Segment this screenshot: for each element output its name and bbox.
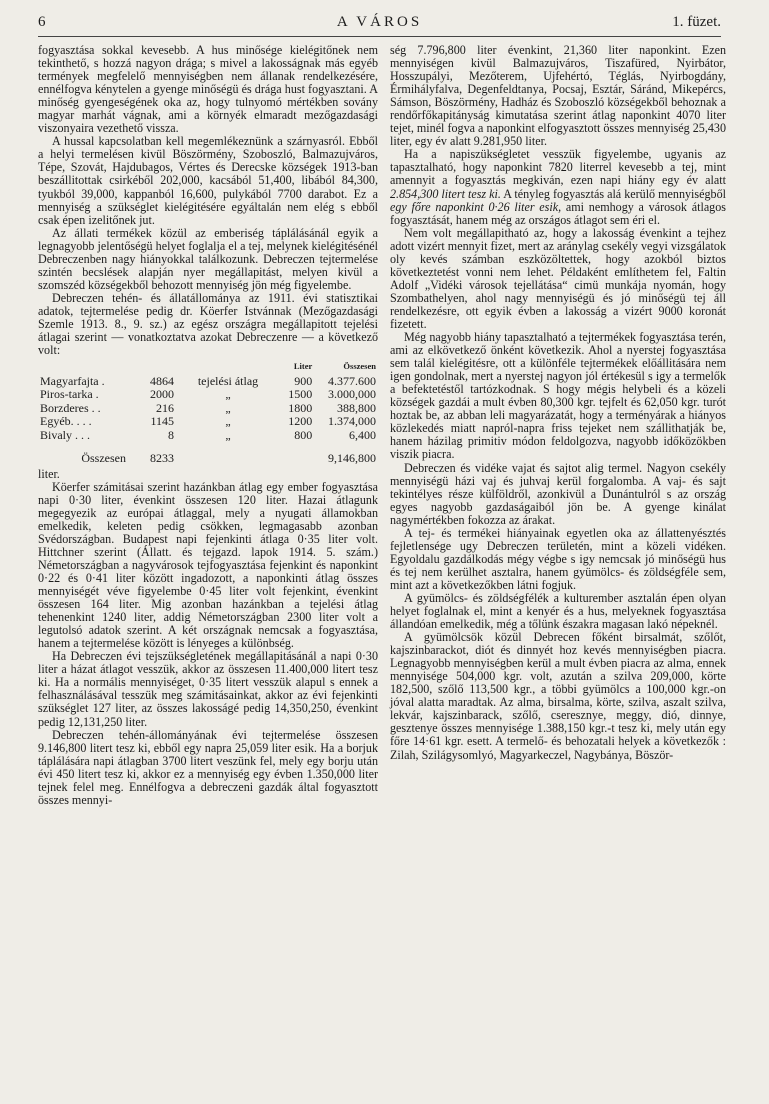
- right-column: [390, 44, 726, 762]
- column-header-liter: Liter: [293, 361, 313, 372]
- table-row: Egyéb. . . . 1145 „ 1200 1.374,000: [40, 414, 376, 429]
- paragraph: Ha a napiszükségletet vesszük figyelembe, ugyanis az tapasztalható, hogy naponkint 7820 literrel kevesebb a tej, mint amennyit a fogyasztás megkiván, ezen napi hiány egy év alatt 2.854,300 litert tesz ki. A tényleg fogyasztás alá kerülő mennyiségből egy főre naponkint 0·26 liter esik, ami nemhogy a városok átlagos fogyasztását, hanem még az országos átlagot sem éri el.: [390, 147, 726, 227]
- paragraph: Nem volt megállapitható az, hogy a lakosság évenkint a tejhez adott vizért mennyit fizet, mert az aránylag csekély vegyi vizsgálatok oly kevés számban eszközöltettek, hogy azokból biztos következtetést vonni nem lehet. Példaként említhetem fel, Faltin Adolf „Vidéki városok tejellátása“ cimü munkája nyomán, hogy Szombathelyen, ahol nagy mennyiségü és jó minőségü tej áll rendelkezésre, ott egyik évben a lakosság a vizért 9000 koronát fizetett.: [390, 225, 726, 331]
- paragraph: Köerfer számitásai szerint hazánkban átlag egy ember fogyasztása napi 0·30 liter, évenkint összesen 120 liter. Hazai átlagunk megegyezik az európai átlaggal, mely a nyugati államokban emelkedik, keleten pedig csökken, legmagasabb azonban Svédországban. Budapest napi fejenkinti átlaga 0·35 liter volt. Hittchner szerint (Állatt. és tejgazd. lapok 1914. 5. szám.) Németországban a nagyvárosok tejfogyasztása fejenkint és naponkint 0·22 és 0·41 liter között ingadozott, a naponkinti átlag összes mennyiségét véve figyelembe 0·45 liter volt fejenkint, évenkint összesen 164 liter. Mig azonban hazánkban a tejelési átlag tehenenkint 1240 liter, addig Németországban 2300 liter volt a legutolsó adatok szerint. A két országnak nemcsak a fogyasztása, hanem a tejtermelése között is lényeges a különbség.: [38, 479, 378, 651]
- paragraph: A hussal kapcsolatban kell megemlékeznünk a szárnyasról. Ebből a helyi termelésen kivül Böszörmény, Szoboszló, Balmazujváros, Tépe, Szovát, Hajdubagos, Vértes és Derecske községek 1913-ban beszállitottak csirkéből 202,000, kacsából 51,400, libából 84,300, tyukból 39,000, kappanból 16,600, pulykából 7700 darabot. Ez a mennyiség a szükséglet kielégitésére egyáltalán nem elég s ebből csak épen izelitőnek jut.: [38, 134, 378, 227]
- livestock-milk-table: [38, 360, 378, 466]
- table-row: Magyarfajta . 4864 tejelési átlag 900 4.377.600: [40, 373, 376, 388]
- table-row: Bivaly . . . 8 „ 800 6,400: [40, 427, 376, 442]
- emphasis: egy főre naponkint 0·26 liter esik,: [390, 199, 562, 214]
- paragraph: A gyümölcs- és zöldségfélék a kulturember asztalán épen olyan helyet foglalnak el, mint a kenyér és a hus, melyeknek fogyasztása állandóan emelkedik, még a tőlünk északra magasan lakó népeknél.: [390, 590, 726, 632]
- page-number: 6: [38, 14, 46, 30]
- table-total-row: Összesen 8233 9,146,800: [81, 451, 376, 466]
- paragraph: Még nagyobb hiány tapasztalható a tejtermékek fogyasztása terén, ami az elkövetkező önként következik. Ahol a nyerstej fogyasztása sem talál kielégitésre, ott a különféle tejtermékek előállitására nem igen gondolnak, mert a nyerstej nagyon jól értékesül s igy a termelők a befektetéstől tartózkodnak. S hogy mégis helybeli és a közeli községek gazdái a mult évben 80,300 kgr. tejfelt és 62,050 kgr. turót hoztak be, az abban leli magyarázatát, hogy a terményárak a hiányos közlekedés miatt napról-napra friss tejeket nem szállithatják be, hanem házilag primitiv módon feldolgozva, nagyobb időközökben viszik piacra.: [390, 330, 726, 462]
- paragraph: Ha Debreczen évi tejszükségletének megállapitásánál a napi 0·30 liter a házat átlagot vesszük, akkor az összesen 11.400,000 litert tesz ki. Ha a normális mennyiséget, 0·35 litert vesszük alapul s ennek a felhasználásával tesszük meg számitásainkat, akkor az évi fejenkinti szükséglet 127 liter, az összes lakosságé pedig 14,350,250, évenkint pedig 12,131,250 liter.: [38, 649, 378, 729]
- journal-title: A VÁROS: [336, 14, 423, 30]
- table-row: Borzderes . . 216 „ 1800 388,800: [40, 400, 376, 415]
- paragraph: Az állati termékek közül az emberiség táplálásánál egyik a legnagyobb jelentőségü helyet foglalja el a tej, melynek kielégitésénél Debreczenben nagy hiányokkal találkozunk. Debreczen tejtermelése szintén becslések alapján nyer megállapitást, melyen kivül a szomszéd községekből behozott mennyiség jön még figyelembe.: [38, 225, 378, 292]
- left-column: [38, 44, 378, 807]
- issue-label: 1. füzet.: [672, 14, 721, 30]
- table-header-row: [38, 360, 378, 375]
- paragraph: Debreczen tehén- és állatállománya az 1911. évi statisztikai adatok, tejtermelése pedig dr. Köerfer Istvánnak (Mezőgazdasági Szemle 1913. 8., 9. sz.) az egész országra megállapitott tejelési átlagai szerint — vonatkoztatva azokat Debreczenre — a következő volt:: [38, 290, 378, 358]
- paragraph: A tej- és termékei hiányainak egyetlen oka az állattenyésztés fejletlensége ugy Debreczen területén, mint a közeli vidéken. Egyoldalu gazdálkodás mégy végbe s igy nemcsak jó minőségü hus és tej nem kerülhet asztalra, hanem gyümölcs- és zöldségféle sem, mint azt a következőkben látni fogjuk.: [390, 525, 726, 592]
- paragraph: Debreczen és vidéke vajat és sajtot alig termel. Nagyon csekély mennyiségü házi vaj és juhvaj kerül forgalomba. A vaj- és sajt tekintélyes része külföldről, azonkivül a Dunántulról s az ország egyes nagyobb gazdaságaiból jön be. A gyenge kinálat nagymértékben fokozza az árakat.: [390, 460, 726, 527]
- paragraph: ség 7.796,800 liter évenkint, 21,360 liter naponkint. Ezen mennyiségen kivül Balmazujváros, Tiszafüred, Nyirbátor, Hosszupályi, Mezőterem, Ujfehértó, Téglás, Nyirbogdány, Érmihályfalva, Degenfeldtanya, Pocsaj, Esztár, Sáránd, Mikepércs, Sámson, Böszörmény, Hadház és Szoboszló községekből behoznak a rendőrfőkapitányság kimutatása szerint átlag naponkint 4070 liter tejet, minél fogva a naponkint elfogyasztott összes mennyiség 25,430 liter, egy év alatt 9.281,950 liter.: [390, 43, 726, 149]
- column-header-total: Összesen: [343, 361, 376, 372]
- running-header: [38, 14, 721, 34]
- table-unit: liter.: [38, 466, 60, 481]
- table-row: Piros-tarka . 2000 „ 1500 3.000,000: [40, 387, 376, 402]
- paragraph: A gyümölcsök közül Debrecen főként birsalmát, szőlőt, kajszinbarackot, diót és dinnyét hoz kevés mennyiségben piacra. Legnagyobb mennyiségben kerül a mult évben piacra az alma, ennek mennyisége 504,000 kgr. volt, azután a szilva 209,000, körte 182,500, szőlő 113,500 kgr., a többi gyümölcs a 100,000 kgr.-on jóval alatta maradtak. Az alma, birsalma, körte, szilva, aszalt szilva, lekvár, kajszinbarack, szőlő, cseresznye, meggy, dió, dinnye, gesztenye összes mennyisége 1.388,150 kgr.-t tesz ki, mely után egy főre 14·61 kgr. esett. A termelő- és behozatali helyek a következők : Zilah, Szilágysomlyó, Magyarkeczel, Nagybánya, Böször-: [390, 630, 726, 762]
- paragraph: fogyasztása sokkal kevesebb. A hus minősége kielégitőnek nem tekinthető, s hozzá nagyon drága; s mivel a lakosságnak más egyéb termények megfelelő mennyiségben nem állanak rendelkezésére, ennélfogva kénytelen a gyenge minőségü és drága hust fogyasztani. A minőség gyengeségének oka az, hogy tulnyomó mértékben sovány magyar marhát vágnak, ami a környék elmaradt mezőgazdasági viszonyaira vezethető vissza.: [38, 43, 378, 136]
- paragraph: Debreczen tehén-állományának évi tejtermelése összesen 9.146,800 litert tesz ki, ebből egy napra 25,059 liter esik. Ha a borjuk táplálására napi átlagban 3700 litert veszünk fel, mely egy borju után évi 450 litert tesz ki, akkor ez a mennyiség egy évben 1.350,000 liter tejnek felel meg. Ennélfogva a debreczeni gazdák által fogyasztott összes mennyi-: [38, 727, 378, 807]
- header-rule: [38, 36, 721, 37]
- emphasis: 2.854,300 litert tesz ki.: [390, 186, 501, 201]
